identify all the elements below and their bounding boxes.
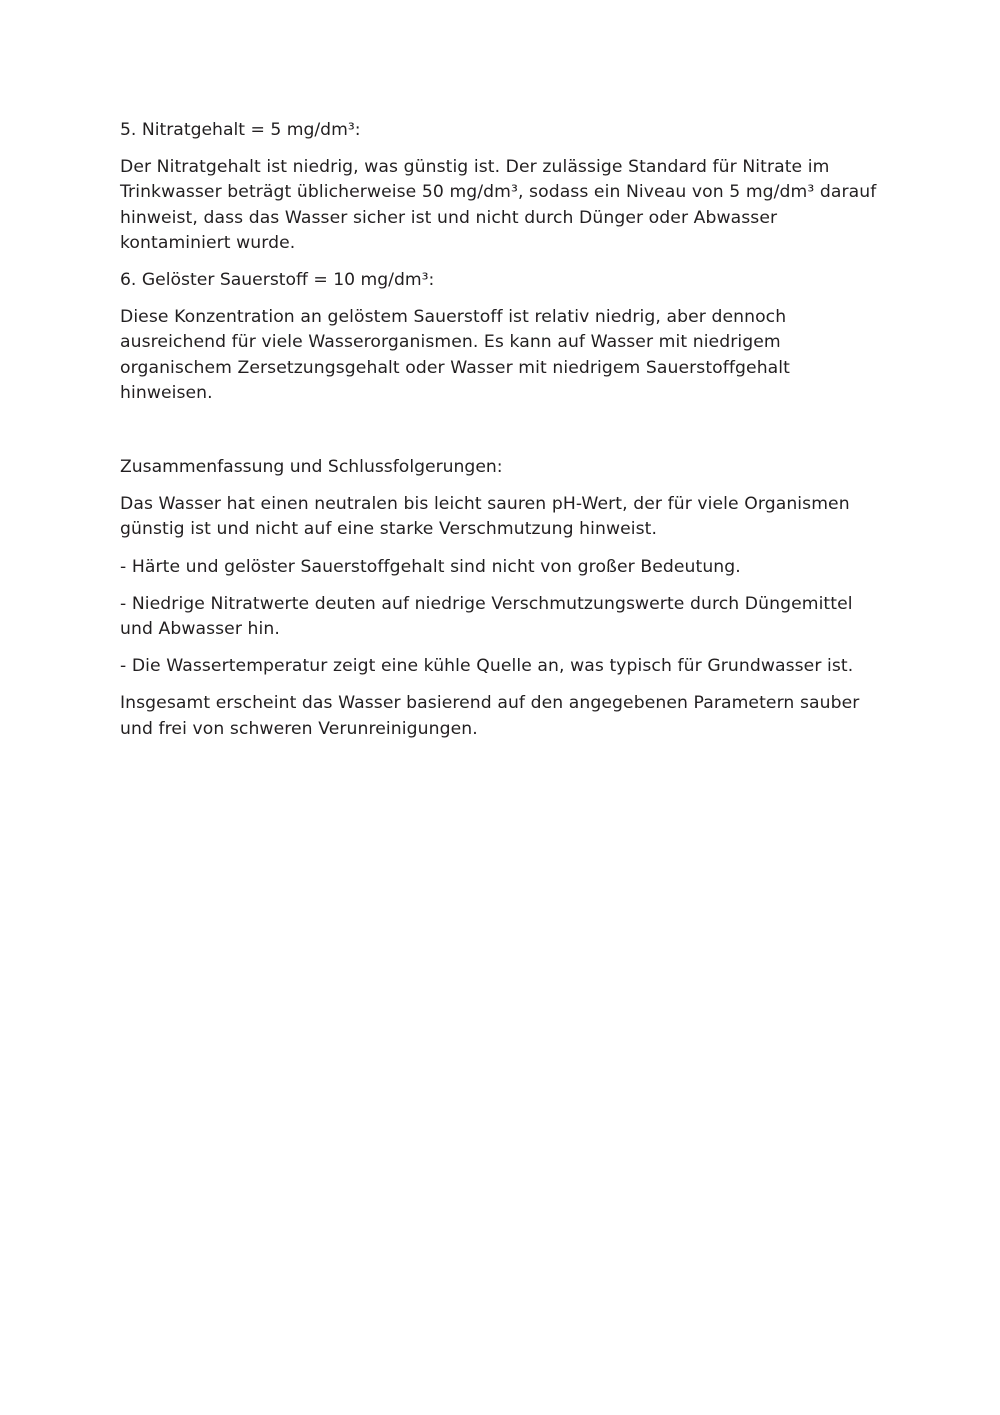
summary-heading: Zusammenfassung und Schlussfolgerungen:	[120, 457, 503, 478]
dissolved-oxygen-paragraph: Diese Konzentration an gelöstem Sauerstoff ist relativ niedrig, aber dennoch ausreichend für viele Wasserorganismen. Es kann auf Wasser mit niedrigem organischem Zersetzungsgehalt oder Wasser mit niedrigem Sauerstoffgehalt hinweisen.	[120, 307, 790, 403]
nitrate-heading: 5. Nitratgehalt = 5 mg/dm³:	[120, 120, 361, 140]
conclusion-paragraph: Insgesamt erscheint das Wasser basierend auf den angegebenen Parametern sauber und frei von schweren Verunreinigungen.	[120, 693, 860, 739]
document-text-column	[120, 118, 880, 742]
blank-spacer-paragraph	[120, 418, 880, 443]
summary-bullet-nitrate: - Niedrige Nitratwerte deuten auf niedrige Verschmutzungswerte durch Düngemittel und Abwasser hin.	[120, 593, 853, 640]
summary-paragraph: Das Wasser hat einen neutralen bis leicht sauren pH-Wert, der für viele Organismen günstig ist und nicht auf eine starke Verschmutzung hinweist.	[120, 494, 850, 540]
nitrate-paragraph: Der Nitratgehalt ist niedrig, was günstig ist. Der zulässige Standard für Nitrate im Trinkwasser beträgt üblicherweise 50 mg/dm³, sodass ein Niveau von 5 mg/dm³ darauf hinweist, dass das Wasser sicher ist und nicht durch Dünger oder Abwasser kontaminiert wurde.	[120, 157, 877, 253]
summary-bullet-temperature: - Die Wassertemperatur zeigt eine kühle Quelle an, was typisch für Grundwasser ist.	[120, 656, 854, 677]
summary-bullet-hardness: - Härte und gelöster Sauerstoffgehalt sind nicht von großer Bedeutung.	[120, 556, 741, 577]
dissolved-oxygen-heading: 6. Gelöster Sauerstoff = 10 mg/dm³:	[120, 270, 435, 291]
